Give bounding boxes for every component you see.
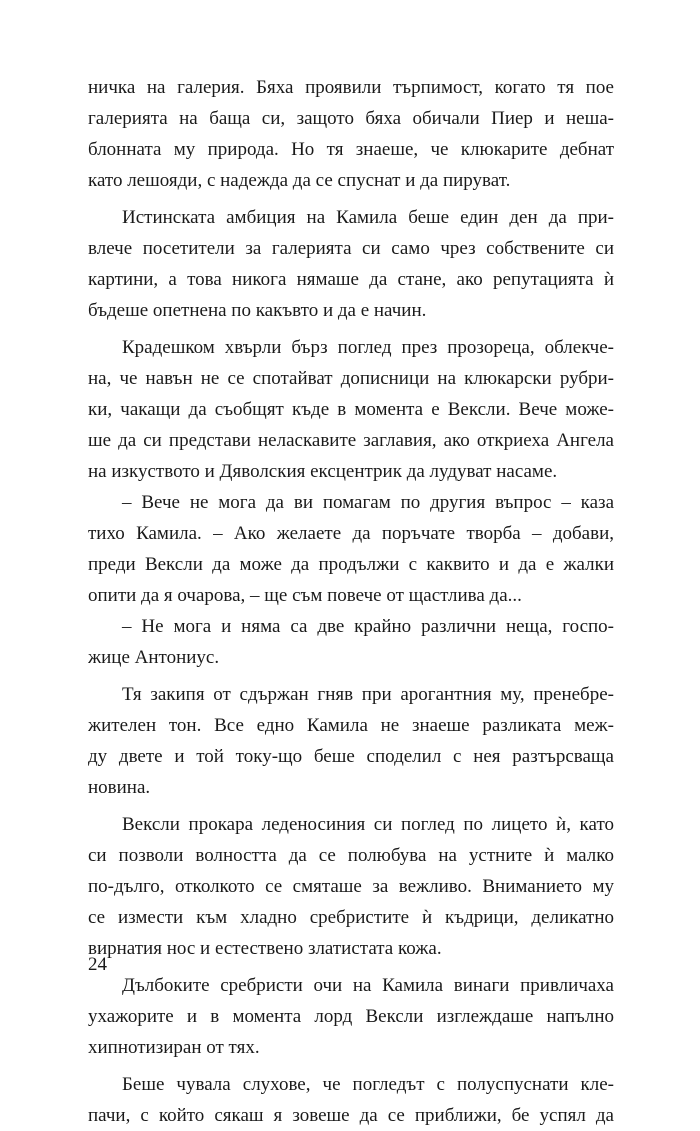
paragraph (88, 72, 614, 196)
text-line: ки, чакащи да съобщят къде в момента е Вексли. Вече може- (88, 399, 614, 420)
text-line: Беше чувала слухове, че погледът с полуспуснати кле- (122, 1074, 614, 1095)
text-line: опити да я очарова, – ще съм повече от щастлива да... (88, 585, 522, 606)
text-line: ничка на галерия. Бяха проявили търпимост, когато тя пое (88, 77, 614, 98)
text-line: картини, а това никога нямаше да стане, ако репутацията ѝ (88, 269, 614, 290)
page-number: 24 (88, 954, 107, 975)
text-line: бъдеше опетнена по какъвто и да е начин. (88, 300, 427, 321)
text-line: галерията на баща си, защото бяха обичали Пиер и неша- (88, 108, 614, 129)
text-line: хипнотизиран от тях. (88, 1037, 260, 1058)
text-line: вирнатия нос и естествено златистата кожа. (88, 938, 442, 959)
paragraph (88, 611, 614, 673)
text-line: преди Вексли да може да продължи с каквито и да е жалки (88, 554, 614, 575)
page-body (88, 72, 614, 1131)
text-line: ше да си представи неласкавите заглавия, ако откриеха Ангела (88, 430, 614, 451)
text-line: жице Антониус. (88, 647, 220, 668)
text-line: си позволи волността да се полюбува на устните ѝ малко (88, 845, 614, 866)
text-line: тихо Камила. – Ако желаете да поръчате творба – добави, (88, 523, 614, 544)
paragraph (88, 970, 614, 1063)
text-line: Вексли прокара леденосиния си поглед по лицето ѝ, като (122, 814, 614, 835)
text-line: – Не мога и няма са две крайно различни неща, госпо- (122, 616, 614, 637)
text-line: пачи, с който сякаш я зовеше да се приближи, бе успял да (88, 1105, 614, 1126)
text-line: – Вече не мога да ви помагам по другия въпрос – каза (122, 492, 614, 513)
text-line: се измести към хладно сребристите ѝ къдрици, деликатно (88, 907, 614, 928)
text-line: Крадешком хвърли бърз поглед през прозореца, облекче- (122, 337, 614, 358)
text-line: ду двете и той току-що беше споделил с нея разтърсваща (88, 746, 614, 767)
text-line: новина. (88, 777, 151, 798)
text-line: по-дълго, отколкото се смяташе за вежливо. Вниманието му (88, 876, 614, 897)
text-line: блонната му природа. Но тя знаеше, че клюкарите дебнат (88, 139, 614, 160)
text-line: на изкуството и Дяволския ексцентрик да лудуват насаме. (88, 461, 558, 482)
text-line: ухажорите и в момента лорд Вексли изглеждаше напълно (88, 1006, 614, 1027)
paragraph (88, 332, 614, 487)
text-line: Истинската амбиция на Камила беше един ден да при- (122, 207, 614, 228)
paragraph (88, 487, 614, 611)
paragraph (88, 679, 614, 803)
paragraph (88, 202, 614, 326)
text-line: на, че навън не се спотайват дописници на клюкарски рубри- (88, 368, 614, 389)
paragraph (88, 809, 614, 964)
text-line: жителен тон. Все едно Камила не знаеше разликата меж- (88, 715, 614, 736)
text-line: като лешояди, с надежда да се спуснат и да пируват. (88, 170, 511, 191)
text-line: влече посетители за галерията си само чрез собствените си (88, 238, 614, 259)
text-line: Дълбоките сребристи очи на Камила винаги привличаха (122, 975, 614, 996)
paragraph (88, 1069, 614, 1131)
text-line: Тя закипя от сдържан гняв при арогантния му, пренебре- (122, 684, 614, 705)
